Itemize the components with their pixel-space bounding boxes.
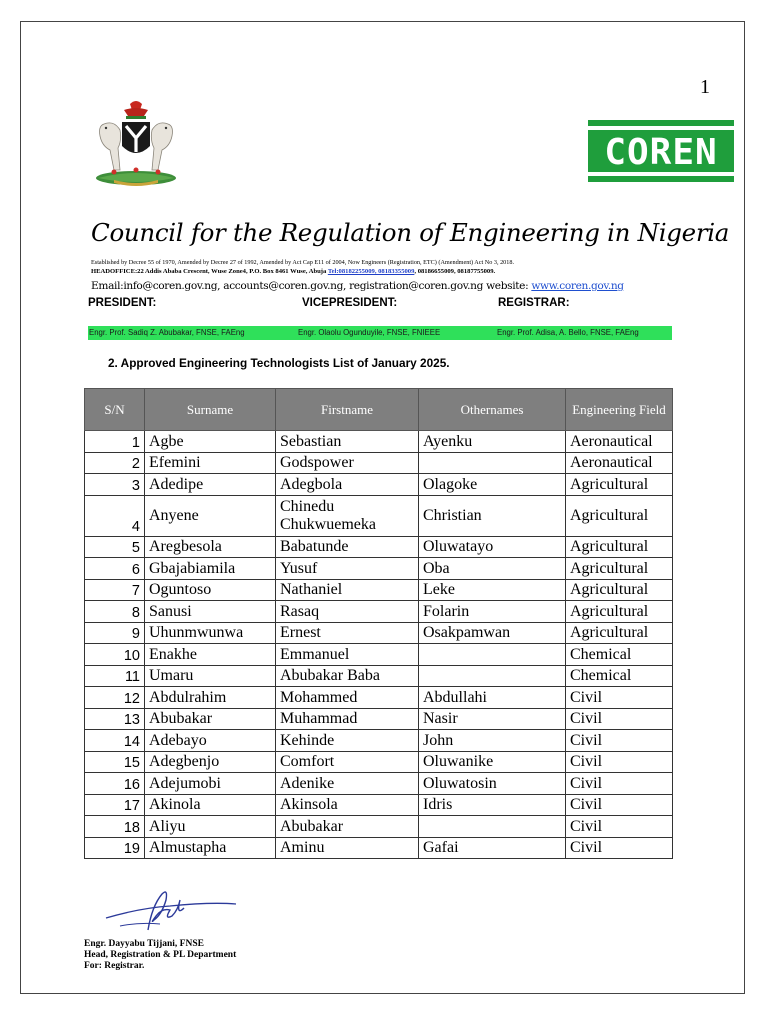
page-number: 1	[700, 76, 710, 98]
cell-surname: Almustapha	[145, 837, 276, 859]
cell-field: Agricultural	[566, 622, 673, 644]
cell-firstname: Sebastian	[276, 431, 419, 453]
cell-surname: Gbajabiamila	[145, 558, 276, 580]
cell-othernames: Oluwatayo	[419, 536, 566, 558]
cell-sn: 13	[85, 708, 145, 730]
email-text: Email:info@coren.gov.ng, accounts@coren.gov.ng, registration@coren.gov.ng website:	[91, 280, 532, 292]
header-othernames: Othernames	[419, 389, 566, 431]
coat-of-arms-logo	[84, 98, 188, 188]
head-office-text: HEADOFFICE:22 Addis Ababa Crescent, Wuse Zone4, P.O. Box 8461 Wuse, Abuja	[91, 268, 328, 275]
cell-surname: Aliyu	[145, 816, 276, 838]
cell-firstname: Abubakar	[276, 816, 419, 838]
cell-field: Civil	[566, 837, 673, 859]
cell-sn: 17	[85, 794, 145, 816]
cell-field: Civil	[566, 773, 673, 795]
cell-othernames: Leke	[419, 579, 566, 601]
cell-othernames: John	[419, 730, 566, 752]
cell-surname: Anyene	[145, 495, 276, 536]
table-row	[85, 601, 673, 623]
vicepresident-name: Engr. Olaolu Ogunduyile, FNSE, FNIEEE	[298, 328, 441, 337]
cell-surname: Adedipe	[145, 474, 276, 496]
table-row	[85, 644, 673, 666]
cell-firstname: Aminu	[276, 837, 419, 859]
cell-firstname: Comfort	[276, 751, 419, 773]
table-row	[85, 751, 673, 773]
council-title: Council for the Regulation of Engineering in Nigeria	[91, 218, 730, 247]
cell-surname: Oguntoso	[145, 579, 276, 601]
cell-surname: Adegbenjo	[145, 751, 276, 773]
cell-field: Civil	[566, 687, 673, 709]
cell-surname: Efemini	[145, 452, 276, 474]
cell-surname: Akinola	[145, 794, 276, 816]
table-row	[85, 665, 673, 687]
table-row	[85, 579, 673, 601]
cell-othernames	[419, 644, 566, 666]
cell-field: Civil	[566, 794, 673, 816]
signatory-for: For: Registrar.	[84, 961, 145, 972]
head-office-address	[91, 268, 495, 275]
cell-othernames: Idris	[419, 794, 566, 816]
cell-field: Agricultural	[566, 536, 673, 558]
cell-othernames	[419, 665, 566, 687]
president-name: Engr. Prof. Sadiq Z. Abubakar, FNSE, FAEng	[89, 328, 245, 337]
cell-othernames	[419, 452, 566, 474]
telephone-link[interactable]: Tel:08182255009, 08183355009	[327, 268, 415, 275]
header-firstname: Firstname	[276, 389, 419, 431]
vicepresident-label: VICEPRESIDENT:	[302, 297, 398, 309]
cell-surname: Uhunmwunwa	[145, 622, 276, 644]
cell-sn: 12	[85, 687, 145, 709]
table-row	[85, 558, 673, 580]
table-row	[85, 495, 673, 536]
cell-sn: 11	[85, 665, 145, 687]
table-body	[85, 431, 673, 859]
cell-othernames: Oluwanike	[419, 751, 566, 773]
cell-sn: 7	[85, 579, 145, 601]
cell-othernames: Oba	[419, 558, 566, 580]
cell-othernames: Oluwatosin	[419, 773, 566, 795]
cell-sn: 9	[85, 622, 145, 644]
table-header-row	[85, 389, 673, 431]
cell-sn: 14	[85, 730, 145, 752]
registrar-name: Engr. Prof. Adisa, A. Bello, FNSE, FAEng	[497, 328, 639, 337]
coren-logo-text: COREN	[604, 132, 718, 173]
officers-highlight-bar	[88, 326, 672, 340]
technologists-table	[84, 388, 673, 859]
cell-othernames: Christian	[419, 495, 566, 536]
president-label: PRESIDENT:	[88, 297, 157, 309]
cell-firstname: Abubakar Baba	[276, 665, 419, 687]
cell-surname: Agbe	[145, 431, 276, 453]
table-row	[85, 431, 673, 453]
cell-surname: Adebayo	[145, 730, 276, 752]
cell-sn: 18	[85, 816, 145, 838]
cell-firstname: Godspower	[276, 452, 419, 474]
cell-field: Civil	[566, 816, 673, 838]
cell-firstname: Emmanuel	[276, 644, 419, 666]
cell-firstname: Babatunde	[276, 536, 419, 558]
cell-sn: 6	[85, 558, 145, 580]
cell-field: Agricultural	[566, 495, 673, 536]
cell-firstname: Yusuf	[276, 558, 419, 580]
list-heading: 2. Approved Engineering Technologists List of January 2025.	[108, 356, 450, 370]
cell-sn: 5	[85, 536, 145, 558]
cell-field: Aeronautical	[566, 431, 673, 453]
signatory-block	[84, 939, 236, 973]
cell-firstname: Chinedu Chukwuemeka	[276, 495, 419, 536]
cell-sn: 3	[85, 474, 145, 496]
signatory-position: Head, Registration & PL Department	[84, 950, 237, 961]
cell-firstname: Muhammad	[276, 708, 419, 730]
cell-field: Civil	[566, 708, 673, 730]
cell-sn: 16	[85, 773, 145, 795]
cell-sn: 19	[85, 837, 145, 859]
table-row	[85, 773, 673, 795]
cell-othernames: Folarin	[419, 601, 566, 623]
cell-othernames: Osakpamwan	[419, 622, 566, 644]
cell-sn: 2	[85, 452, 145, 474]
table-row	[85, 794, 673, 816]
header-surname: Surname	[145, 389, 276, 431]
phones-tail: , 08186655009, 08187755009.	[414, 268, 496, 275]
cell-field: Civil	[566, 751, 673, 773]
cell-othernames: Ayenku	[419, 431, 566, 453]
cell-firstname: Nathaniel	[276, 579, 419, 601]
table-row	[85, 708, 673, 730]
website-link[interactable]: www.coren.gov.ng	[531, 280, 624, 292]
cell-surname: Enakhe	[145, 644, 276, 666]
table-row	[85, 730, 673, 752]
cell-firstname: Mohammed	[276, 687, 419, 709]
cell-othernames	[419, 816, 566, 838]
table-row	[85, 452, 673, 474]
table-row	[85, 816, 673, 838]
cell-field: Chemical	[566, 665, 673, 687]
cell-sn: 4	[85, 495, 145, 536]
cell-sn: 15	[85, 751, 145, 773]
table-row	[85, 474, 673, 496]
cell-othernames: Nasir	[419, 708, 566, 730]
table-row	[85, 687, 673, 709]
cell-firstname: Rasaq	[276, 601, 419, 623]
header-engineering-field: Engineering Field	[566, 389, 673, 431]
cell-field: Aeronautical	[566, 452, 673, 474]
cell-sn: 10	[85, 644, 145, 666]
cell-surname: Sanusi	[145, 601, 276, 623]
establishment-note: Established by Decree 55 of 1970, Amended by Decree 27 of 1992, Amended by Act Cap E11 of 2004, Now Engineers (Registration, ETC) (Amendment) Act No 3, 2018.	[91, 259, 515, 266]
table-row	[85, 536, 673, 558]
table-row	[85, 837, 673, 859]
cell-field: Chemical	[566, 644, 673, 666]
cell-sn: 8	[85, 601, 145, 623]
cell-surname: Aregbesola	[145, 536, 276, 558]
signatory-name: Engr. Dayyabu Tijjani, FNSE	[84, 939, 204, 949]
signature	[100, 886, 240, 936]
cell-othernames: Gafai	[419, 837, 566, 859]
cell-firstname: Ernest	[276, 622, 419, 644]
cell-surname: Abubakar	[145, 708, 276, 730]
contact-email-line	[91, 280, 624, 292]
cell-field: Agricultural	[566, 558, 673, 580]
cell-firstname: Adegbola	[276, 474, 419, 496]
cell-field: Agricultural	[566, 579, 673, 601]
cell-surname: Adejumobi	[145, 773, 276, 795]
cell-othernames: Abdullahi	[419, 687, 566, 709]
cell-field: Civil	[566, 730, 673, 752]
cell-field: Agricultural	[566, 601, 673, 623]
cell-field: Agricultural	[566, 474, 673, 496]
cell-surname: Umaru	[145, 665, 276, 687]
cell-sn: 1	[85, 431, 145, 453]
coren-logo	[588, 120, 734, 182]
cell-othernames: Olagoke	[419, 474, 566, 496]
cell-surname: Abdulrahim	[145, 687, 276, 709]
cell-firstname: Adenike	[276, 773, 419, 795]
cell-firstname: Akinsola	[276, 794, 419, 816]
table-row	[85, 622, 673, 644]
registrar-label: REGISTRAR:	[498, 297, 570, 309]
header-sn: S/N	[85, 389, 145, 431]
cell-firstname: Kehinde	[276, 730, 419, 752]
